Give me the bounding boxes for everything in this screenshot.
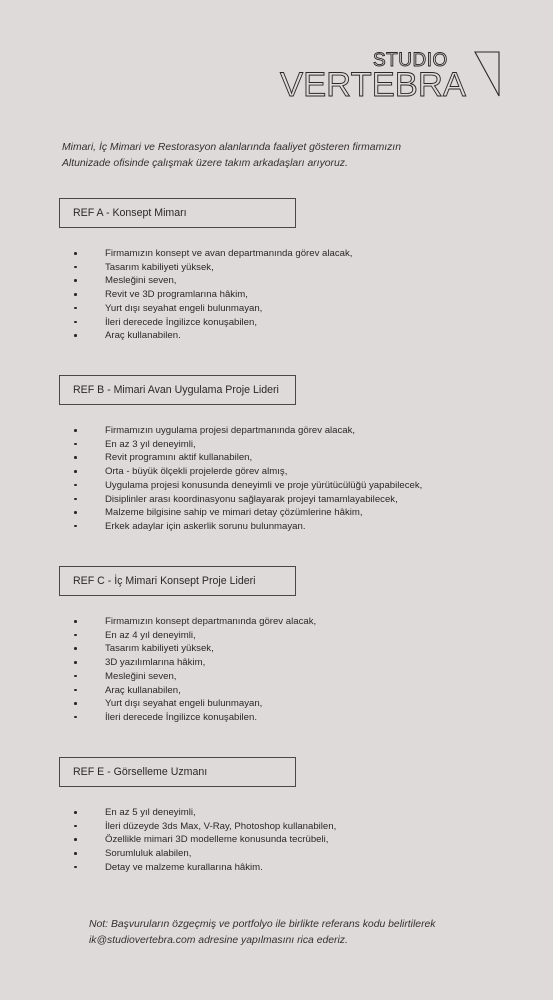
list-item: Yurt dışı seyahat engeli bulunmayan, (74, 697, 316, 711)
bullet-icon (74, 825, 77, 828)
bullet-icon (74, 429, 77, 432)
list-item: Sorumluluk alabilen, (74, 847, 336, 861)
list-item: Tasarım kabiliyeti yüksek, (74, 261, 352, 275)
list-item: Orta - büyük ölçekli projelerde görev almış, (74, 465, 422, 479)
bullet-icon (74, 293, 77, 296)
bullet-icon (74, 852, 77, 855)
list-item: Disiplinler arası koordinasyonu sağlayarak projeyi tamamlayabilecek, (74, 493, 422, 507)
bullet-icon (74, 866, 77, 869)
list-item: 3D yazılımlarına hâkim, (74, 656, 316, 670)
bullet-icon (74, 634, 77, 637)
ref-e-title-box (59, 757, 296, 787)
bullet-icon (74, 484, 77, 487)
logo-graphic (280, 48, 502, 104)
logo-vertebra-text: VERTEBRA (280, 66, 467, 104)
list-item: Özellikle mimari 3D modelleme konusunda tecrübeli, (74, 833, 336, 847)
list-item: Firmamızın konsept departmanında görev alacak, (74, 615, 316, 629)
ref-b-title-box (59, 375, 296, 405)
list-item: En az 3 yıl deneyimli, (74, 438, 422, 452)
bullet-icon (74, 716, 77, 719)
application-note (89, 917, 529, 948)
list-item: En az 5 yıl deneyimli, (74, 806, 336, 820)
list-item: Tasarım kabiliyeti yüksek, (74, 642, 316, 656)
list-item: Mesleğini seven, (74, 670, 316, 684)
ref-c-list (74, 615, 316, 725)
bullet-icon (74, 321, 77, 324)
note-line-2-rest: adresine yapılmasını rica ederiz. (195, 934, 348, 946)
bullet-icon (74, 443, 77, 446)
list-item: Araç kullanabilen, (74, 684, 316, 698)
intro-text (62, 140, 522, 172)
list-item: Revit ve 3D programlarına hâkim, (74, 288, 352, 302)
note-line-2 (89, 933, 529, 949)
ref-a-title-box (59, 198, 296, 228)
bullet-icon (74, 334, 77, 337)
list-item: Mesleğini seven, (74, 274, 352, 288)
list-item: Malzeme bilgisine sahip ve mimari detay çözümlerine hâkim, (74, 506, 422, 520)
bullet-icon (74, 252, 77, 255)
ref-c-title-box (59, 566, 296, 596)
ref-e-list (74, 806, 336, 875)
email-link[interactable]: ik@studiovertebra.com (89, 934, 196, 946)
ref-a-title: REF A - Konsept Mimarı (73, 207, 187, 219)
list-item: Detay ve malzeme kurallarına hâkim. (74, 861, 336, 875)
intro-line-2: Altunizade ofisinde çalışmak üzere takım arkadaşları arıyoruz. (62, 158, 348, 169)
list-item: İleri düzeyde 3ds Max, V-Ray, Photoshop kullanabilen, (74, 820, 336, 834)
studio-vertebra-logo (280, 48, 502, 104)
list-item: İleri derecede İngilizce konuşabilen, (74, 316, 352, 330)
bullet-icon (74, 689, 77, 692)
list-item: İleri derecede İngilizce konuşabilen. (74, 711, 316, 725)
bullet-icon (74, 470, 77, 473)
bullet-icon (74, 838, 77, 841)
list-item: Firmamızın konsept ve avan departmanında görev alacak, (74, 247, 352, 261)
list-item: Firmamızın uygulama projesi departmanında görev alacak, (74, 424, 422, 438)
bullet-icon (74, 811, 77, 814)
bullet-icon (74, 498, 77, 501)
bullet-icon (74, 525, 77, 528)
bullet-icon (74, 456, 77, 459)
logo-triangle-icon (475, 52, 499, 96)
bullet-icon (74, 511, 77, 514)
list-item: Erkek adaylar için askerlik sorunu bulunmayan. (74, 520, 422, 534)
intro-line-1: Mimari, İç Mimari ve Restorasyon alanlarında faaliyet gösteren firmamızın (62, 142, 401, 153)
list-item: Yurt dışı seyahat engeli bulunmayan, (74, 302, 352, 316)
note-line-1: Not: Başvuruların özgeçmiş ve portfolyo ile birlikte referans kodu belirtilerek (89, 919, 436, 930)
ref-b-list (74, 424, 422, 534)
logo-studio-text: STUDIO (373, 50, 448, 71)
ref-a-list (74, 247, 352, 343)
ref-b-title: REF B - Mimari Avan Uygulama Proje Lideri (73, 384, 279, 396)
ref-e-title: REF E - Görselleme Uzmanı (73, 766, 208, 778)
list-item: En az 4 yıl deneyimli, (74, 629, 316, 643)
list-item: Uygulama projesi konusunda deneyimli ve proje yürütücülüğü yapabilecek, (74, 479, 422, 493)
bullet-icon (74, 279, 77, 282)
bullet-icon (74, 647, 77, 650)
bullet-icon (74, 266, 77, 269)
list-item: Revit programını aktif kullanabilen, (74, 451, 422, 465)
list-item: Araç kullanabilen. (74, 329, 352, 343)
bullet-icon (74, 620, 77, 623)
bullet-icon (74, 307, 77, 310)
bullet-icon (74, 675, 77, 678)
bullet-icon (74, 702, 77, 705)
bullet-icon (74, 661, 77, 664)
ref-c-title: REF C - İç Mimari Konsept Proje Lideri (73, 575, 256, 587)
